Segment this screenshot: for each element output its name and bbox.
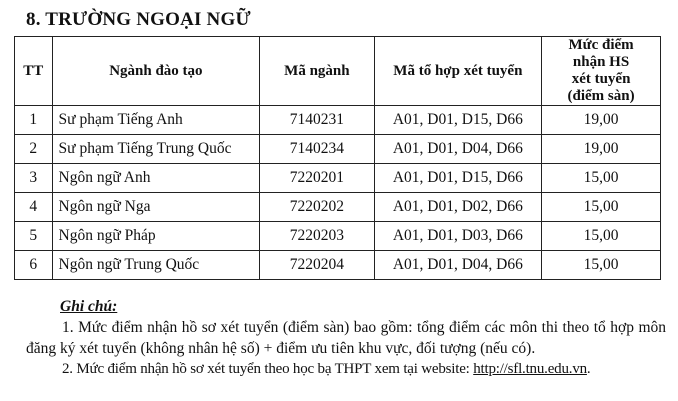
header-subject-combination: Mã tổ hợp xét tuyển <box>374 37 542 106</box>
table-row <box>15 251 661 280</box>
header-program-code: Mã ngành <box>260 37 374 106</box>
table-row <box>15 106 661 135</box>
cell-subject-combination: A01, D01, D02, D66 <box>374 193 542 222</box>
header-score-line: Mức điểm <box>568 37 634 53</box>
cell-program: Ngôn ngữ Nga <box>52 193 260 222</box>
cell-tt: 3 <box>15 164 53 193</box>
cell-program-code: 7220202 <box>260 193 374 222</box>
notes-section <box>26 296 666 380</box>
cell-minimum-score: 15,00 <box>542 251 661 280</box>
section-heading: 8. TRƯỜNG NGOẠI NGỮ <box>26 9 251 30</box>
admission-table <box>14 36 661 280</box>
cell-tt: 4 <box>15 193 53 222</box>
cell-minimum-score: 15,00 <box>542 164 661 193</box>
cell-minimum-score: 19,00 <box>542 135 661 164</box>
cell-subject-combination: A01, D01, D03, D66 <box>374 222 542 251</box>
website-link[interactable]: http://sfl.tnu.edu.vn <box>473 361 587 377</box>
header-program: Ngành đào tạo <box>52 37 260 106</box>
notes-title: Ghi chú: <box>60 298 118 315</box>
cell-program: Sư phạm Tiếng Trung Quốc <box>52 135 260 164</box>
table-row <box>15 164 661 193</box>
header-score-line: (điểm sàn) <box>567 88 635 104</box>
cell-program-code: 7220203 <box>260 222 374 251</box>
cell-program-code: 7220204 <box>260 251 374 280</box>
table-row <box>15 193 661 222</box>
cell-minimum-score: 15,00 <box>542 222 661 251</box>
cell-tt: 2 <box>15 135 53 164</box>
cell-subject-combination: A01, D01, D15, D66 <box>374 164 542 193</box>
cell-minimum-score: 15,00 <box>542 193 661 222</box>
cell-minimum-score: 19,00 <box>542 106 661 135</box>
note-end: . <box>586 361 591 377</box>
cell-program-code: 7140231 <box>260 106 374 135</box>
cell-subject-combination: A01, D01, D15, D66 <box>374 106 542 135</box>
note-item: 1. Mức điểm nhận hồ sơ xét tuyển (điểm sàn) bao gồm: tổng điểm các môn thi theo tổ hợp môn đăng ký xét tuyển (không nhân hệ số) + điểm ưu tiên khu vực, đối tượng (nếu có). <box>26 319 666 357</box>
cell-program: Ngôn ngữ Trung Quốc <box>52 251 260 280</box>
note-text: 2. Mức điểm nhận hồ sơ xét tuyển theo học bạ THPT xem tại website: <box>62 361 474 377</box>
cell-tt: 6 <box>15 251 53 280</box>
cell-program: Ngôn ngữ Anh <box>52 164 260 193</box>
header-minimum-score <box>542 37 661 106</box>
cell-tt: 1 <box>15 106 53 135</box>
header-score-line: xét tuyển <box>571 71 631 87</box>
cell-program: Ngôn ngữ Pháp <box>52 222 260 251</box>
table-header-row <box>15 37 661 106</box>
cell-subject-combination: A01, D01, D04, D66 <box>374 251 542 280</box>
cell-subject-combination: A01, D01, D04, D66 <box>374 135 542 164</box>
header-score-line: nhận HS <box>572 54 630 70</box>
cell-tt: 5 <box>15 222 53 251</box>
cell-program-code: 7220201 <box>260 164 374 193</box>
cell-program-code: 7140234 <box>260 135 374 164</box>
table-row <box>15 222 661 251</box>
header-tt: TT <box>15 37 53 106</box>
table-row <box>15 135 661 164</box>
cell-program: Sư phạm Tiếng Anh <box>52 106 260 135</box>
note-item <box>26 359 666 380</box>
